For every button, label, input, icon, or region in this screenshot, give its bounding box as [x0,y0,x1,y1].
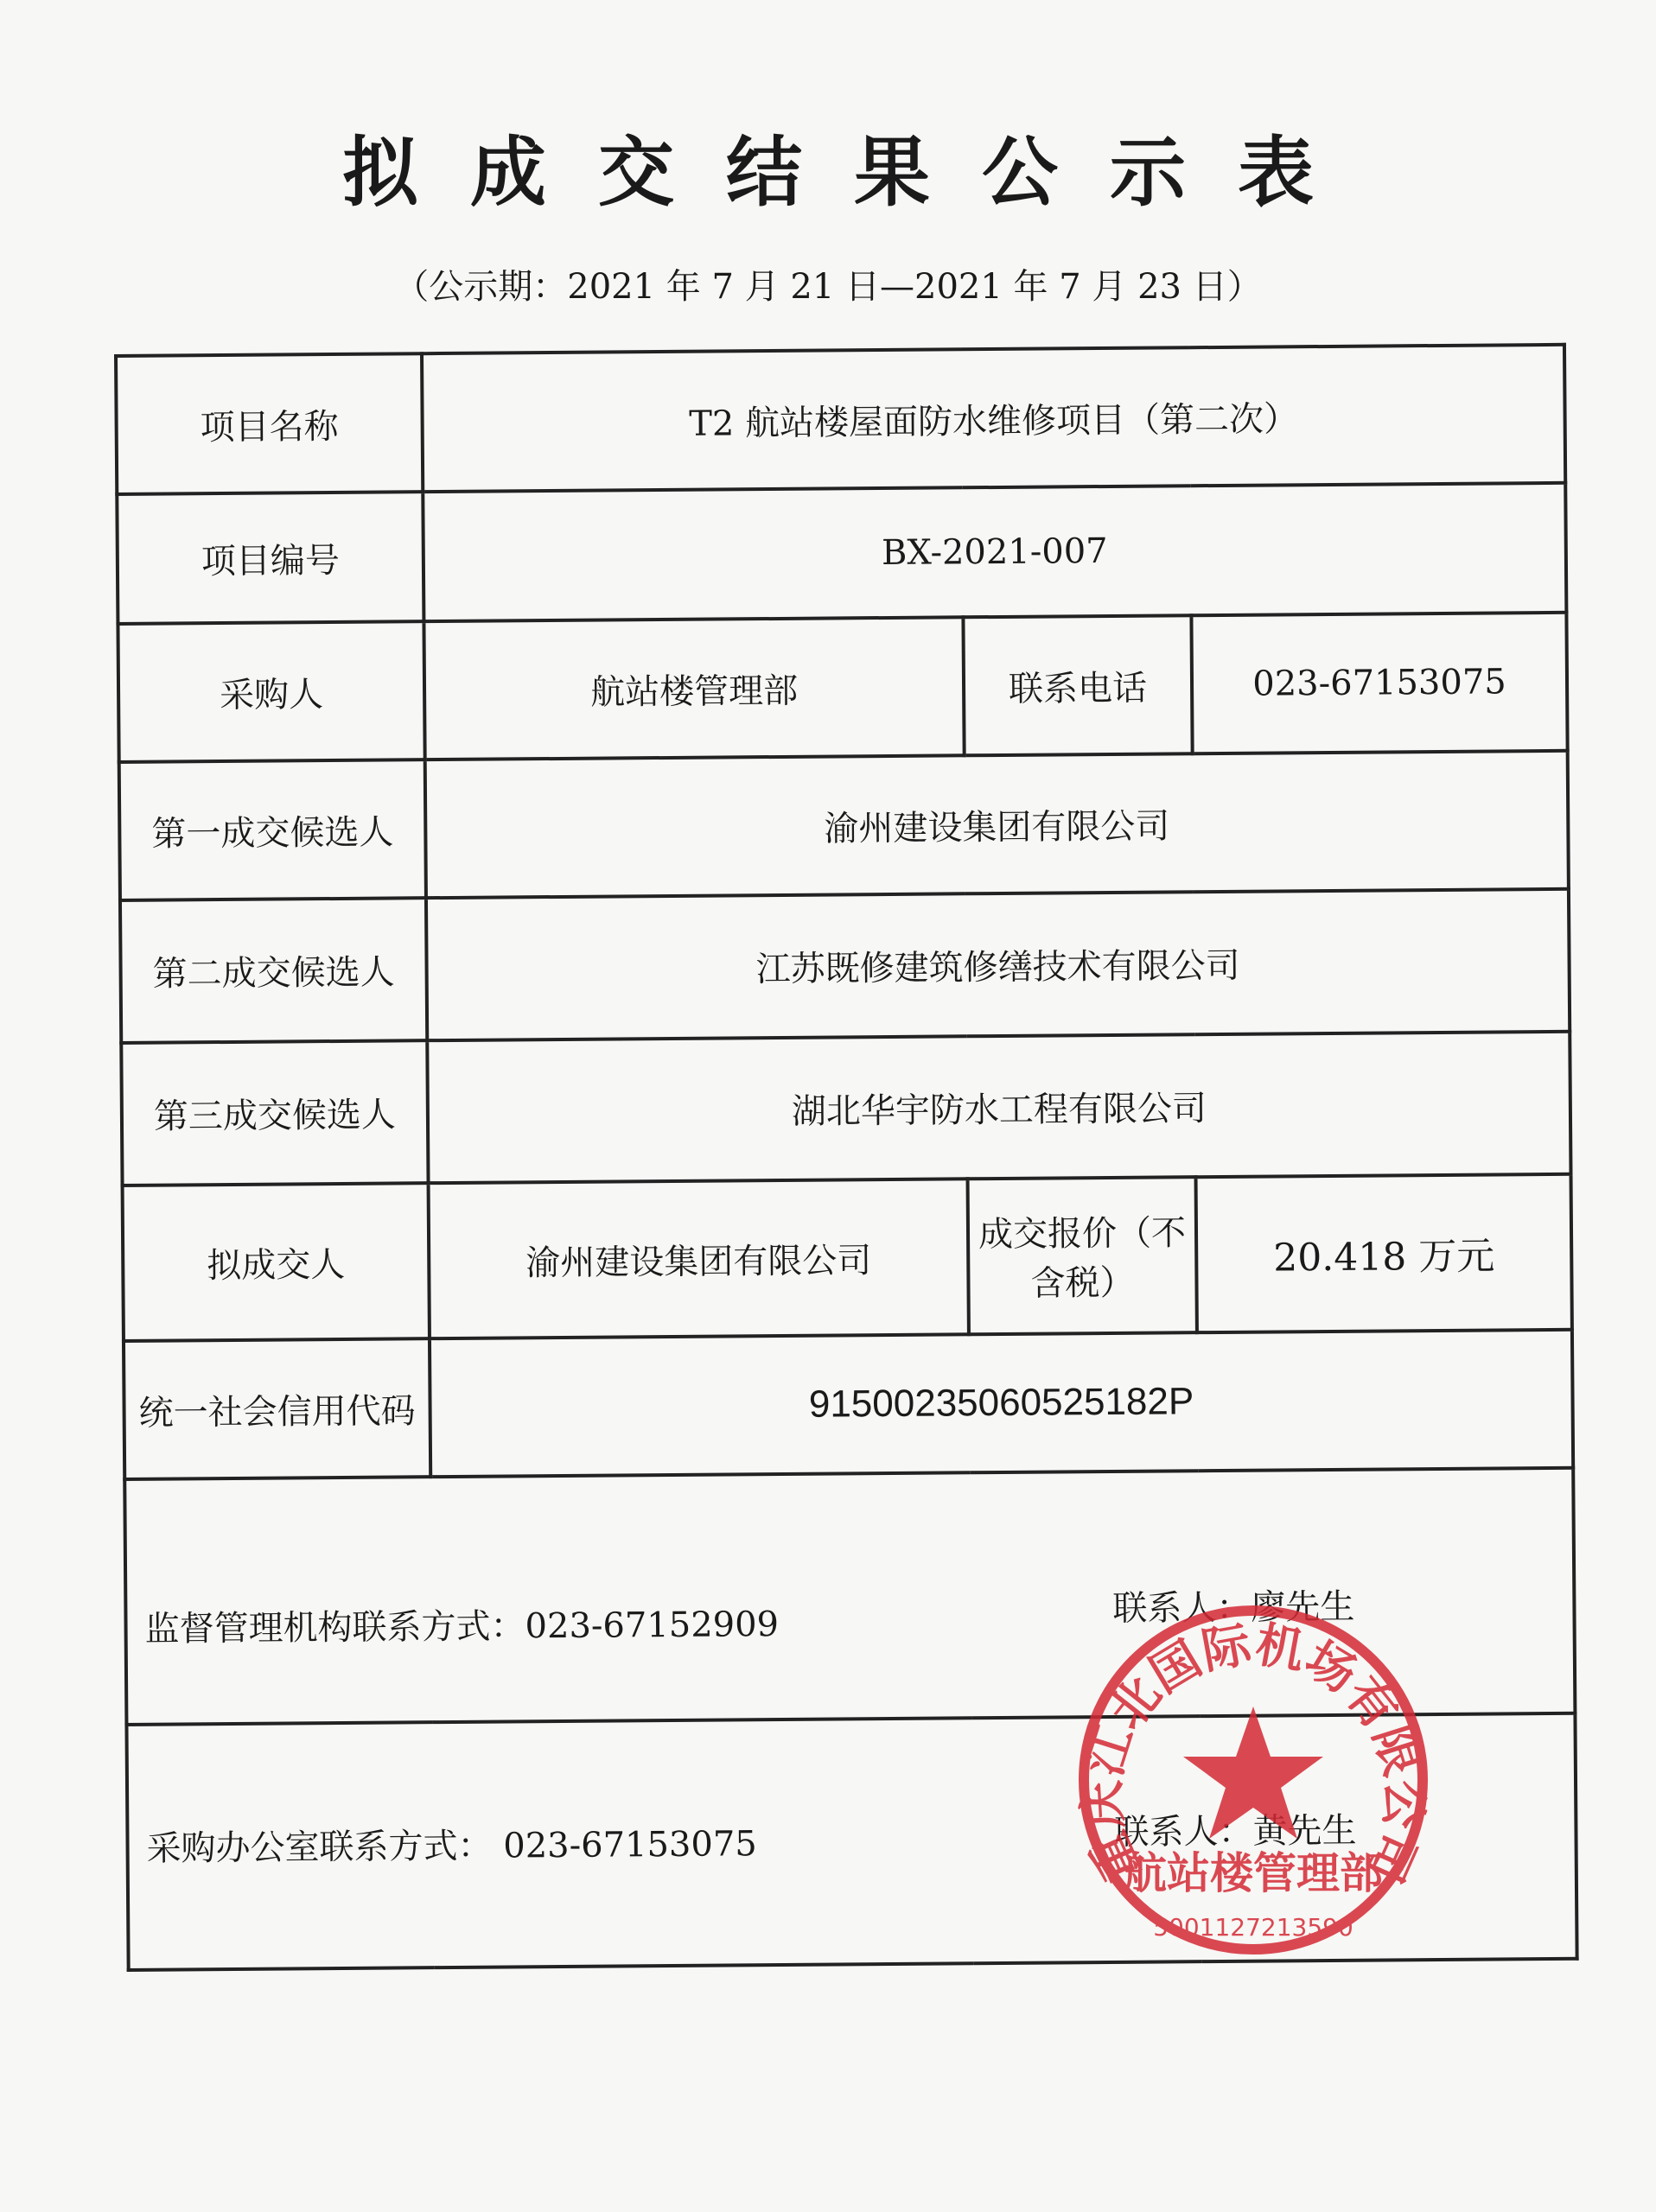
project-name-label: 项目名称 [116,353,423,494]
table-row [119,751,1569,900]
table-row [124,1330,1573,1479]
credit-code-label: 统一社会信用代码 [124,1338,430,1479]
procurement-office-contact: 采购办公室联系方式： 023-67153075 [146,1824,757,1869]
candidate-3-value: 湖北华宇防水工程有限公司 [427,1032,1570,1183]
project-name-value: T2 航站楼屋面防水维修项目（第二次） [422,345,1565,492]
price-label: 成交报价（不含税） [968,1177,1197,1334]
winner-label: 拟成交人 [123,1183,430,1341]
table-row [121,1032,1570,1185]
phone-value: 023-67153075 [1191,613,1567,753]
publicity-period: （公示期：2021 年 7 月 21 日—2021 年 7 月 23 日） [394,267,1262,307]
table-row [123,1174,1572,1341]
price-value: 20.418 万元 [1196,1174,1572,1332]
phone-label: 联系电话 [963,615,1192,755]
purchaser-value: 航站楼管理部 [424,617,964,760]
supervision-contact: 监督管理机构联系方式：023-67152909 [144,1605,780,1649]
credit-code-value: 91500235060525182P [430,1330,1573,1477]
procurement-office-person: 联系人：黄先生 [1114,1810,1357,1853]
official-seal-stamp [1067,1594,1439,1966]
candidate-1-label: 第一成交候选人 [119,760,426,900]
project-code-value: BX-2021-007 [423,483,1566,621]
candidate-3-label: 第三成交候选人 [121,1040,428,1185]
table-row [120,889,1570,1043]
seal-number-text: 5001127213590 [1153,1913,1353,1942]
table-row [116,345,1565,494]
seal-star-icon [1183,1707,1323,1839]
project-code-label: 项目编号 [117,492,424,624]
winner-value: 渝州建设集团有限公司 [429,1179,969,1338]
candidate-2-value: 江苏既修建筑修缮技术有限公司 [426,889,1570,1040]
seal-org-text: 重庆江北国际机场有限公司 [1073,1615,1434,1891]
table-row [117,483,1566,624]
document-title: 拟成交结果公示表 [341,127,1366,217]
candidate-2-label: 第二成交候选人 [120,898,427,1043]
purchaser-label: 采购人 [118,621,424,762]
table-row [118,613,1567,762]
supervision-person: 联系人：廖先生 [1112,1586,1355,1629]
candidate-1-value: 渝州建设集团有限公司 [425,751,1569,898]
seal-dept-text: 航站楼管理部 [1124,1847,1383,1898]
